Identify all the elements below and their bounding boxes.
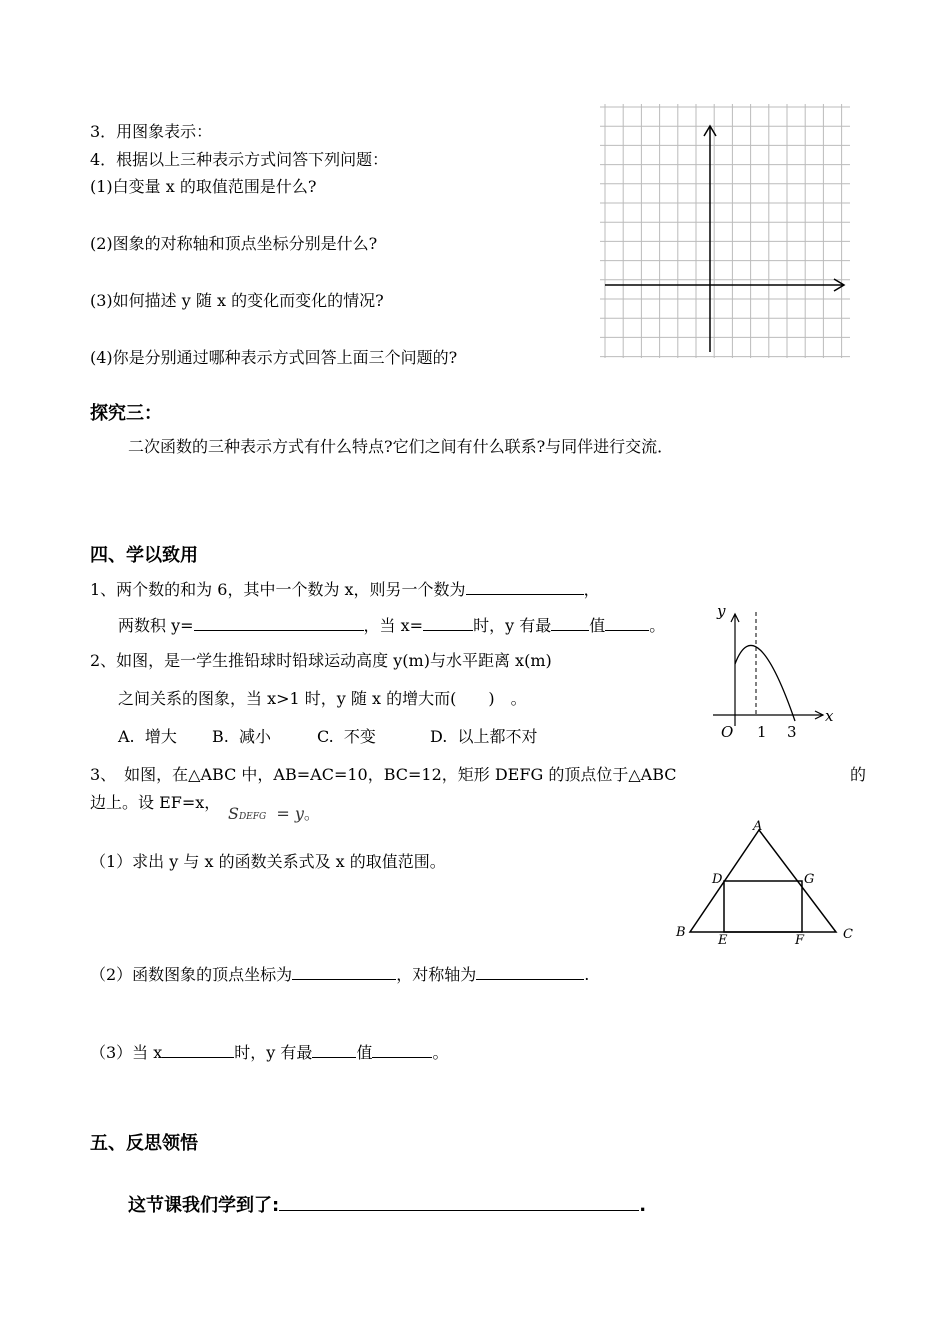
blank-axis[interactable] <box>476 963 584 980</box>
blank-product[interactable] <box>194 614 364 631</box>
blank-q3-maxmin[interactable] <box>312 1041 356 1058</box>
problem-2-line-2: 之间关系的图象，当 x>1 时，y 随 x 的增大而( ) 。 <box>118 689 527 708</box>
problem-3-line-1-end: 的 <box>850 765 867 784</box>
label-a: A <box>753 819 763 834</box>
option-d[interactable]: D. 以上都不对 <box>430 727 538 746</box>
formula-eq: = y <box>276 804 304 823</box>
problem-3-line-2: 边上。设 EF=x， <box>90 793 221 812</box>
q3-when-x: （3）当 x <box>90 1043 163 1062</box>
question-3: (3)如何描述 y 随 x 的变化而变化的情况? <box>90 291 384 310</box>
blank-max-min[interactable] <box>551 614 589 631</box>
formula-subscript: DEFG <box>238 812 267 822</box>
label-e: E <box>718 933 728 948</box>
p1-when-x: ，当 x= <box>363 616 424 635</box>
question-4: (4)你是分别通过哪种表示方式回答上面三个问题的? <box>90 348 458 367</box>
formula-end: 。 <box>303 804 320 823</box>
question-2: (2)图象的对称轴和顶点坐标分别是什么? <box>90 234 378 253</box>
graph-label-1: 1 <box>757 723 767 741</box>
option-c[interactable]: C. 不变 <box>317 727 376 746</box>
label-f: F <box>795 933 805 948</box>
explore-3-heading: 探究三： <box>90 403 162 424</box>
area-formula <box>228 804 320 827</box>
reflect-heading: 五、反思领悟 <box>90 1133 198 1154</box>
graph-label-3: 3 <box>787 723 797 741</box>
blank-other-number[interactable] <box>466 578 584 595</box>
p1-period: 。 <box>649 616 666 635</box>
p1-value: 值 <box>589 616 606 635</box>
item-3: 3．用图象表示： <box>90 122 213 141</box>
problem-3-q3 <box>90 1041 448 1063</box>
problem-3-line-1: 3、 如图，在△ABC 中，AB=AC=10，BC=12，矩形 DEFG 的顶点位于△ABC <box>90 765 677 784</box>
graph-label-o: O <box>721 723 734 741</box>
formula-s: S <box>228 804 239 823</box>
item-4: 4．根据以上三种表示方式问答下列问题： <box>90 150 389 169</box>
option-a[interactable]: A. 增大 <box>118 727 177 746</box>
blank-extreme-value[interactable] <box>605 614 649 631</box>
problem-1-line-2 <box>118 614 665 636</box>
q2-axis: ，对称轴为 <box>396 965 477 984</box>
problem-2-line-1: 2、如图，是一学生推铅球时铅球运动高度 y(m)与水平距离 x(m) <box>90 651 552 670</box>
q3-value: 值 <box>356 1043 373 1062</box>
reflect-line <box>128 1190 646 1216</box>
reflect-end: . <box>639 1195 647 1216</box>
p1-end: ， <box>583 580 600 599</box>
p1-product: 两数积 y= <box>118 616 194 635</box>
label-d: D <box>712 872 723 887</box>
q2-end: . <box>584 965 590 984</box>
explore-3-text: 二次函数的三种表示方式有什么特点?它们之间有什么联系?与同伴进行交流． <box>128 437 674 456</box>
coordinate-grid <box>600 104 850 358</box>
q3-end: 。 <box>432 1043 449 1062</box>
p1-y-has: 时，y 有最 <box>473 616 552 635</box>
problem-3-q1: （1）求出 y 与 x 的函数关系式及 x 的取值范围。 <box>90 852 446 871</box>
problem-3-q2 <box>90 963 589 985</box>
option-b[interactable]: B. 减小 <box>212 727 272 746</box>
question-1: (1)白变量 x 的取值范围是什么? <box>90 177 317 196</box>
label-c: C <box>843 927 853 942</box>
parabola-graph <box>705 596 845 746</box>
triangle-diagram <box>672 816 862 950</box>
reflect-text: 这节课我们学到了: <box>128 1195 280 1216</box>
label-b: B <box>676 925 686 940</box>
blank-learned[interactable] <box>279 1190 639 1211</box>
blank-vertex[interactable] <box>292 963 396 980</box>
blank-x-value[interactable] <box>423 614 473 631</box>
blank-q3-value[interactable] <box>372 1041 432 1058</box>
graph-label-y: y <box>717 602 726 620</box>
blank-q3-x[interactable] <box>162 1041 234 1058</box>
apply-heading: 四、学以致用 <box>90 545 198 566</box>
problem-1-line-1 <box>90 578 600 600</box>
p1-text: 1、两个数的和为 6，其中一个数为 x，则另一个数为 <box>90 580 466 599</box>
graph-label-x: x <box>825 707 834 725</box>
q2-vertex: （2）函数图象的顶点坐标为 <box>90 965 293 984</box>
q3-y-has: 时，y 有最 <box>234 1043 313 1062</box>
label-g: G <box>804 872 815 887</box>
